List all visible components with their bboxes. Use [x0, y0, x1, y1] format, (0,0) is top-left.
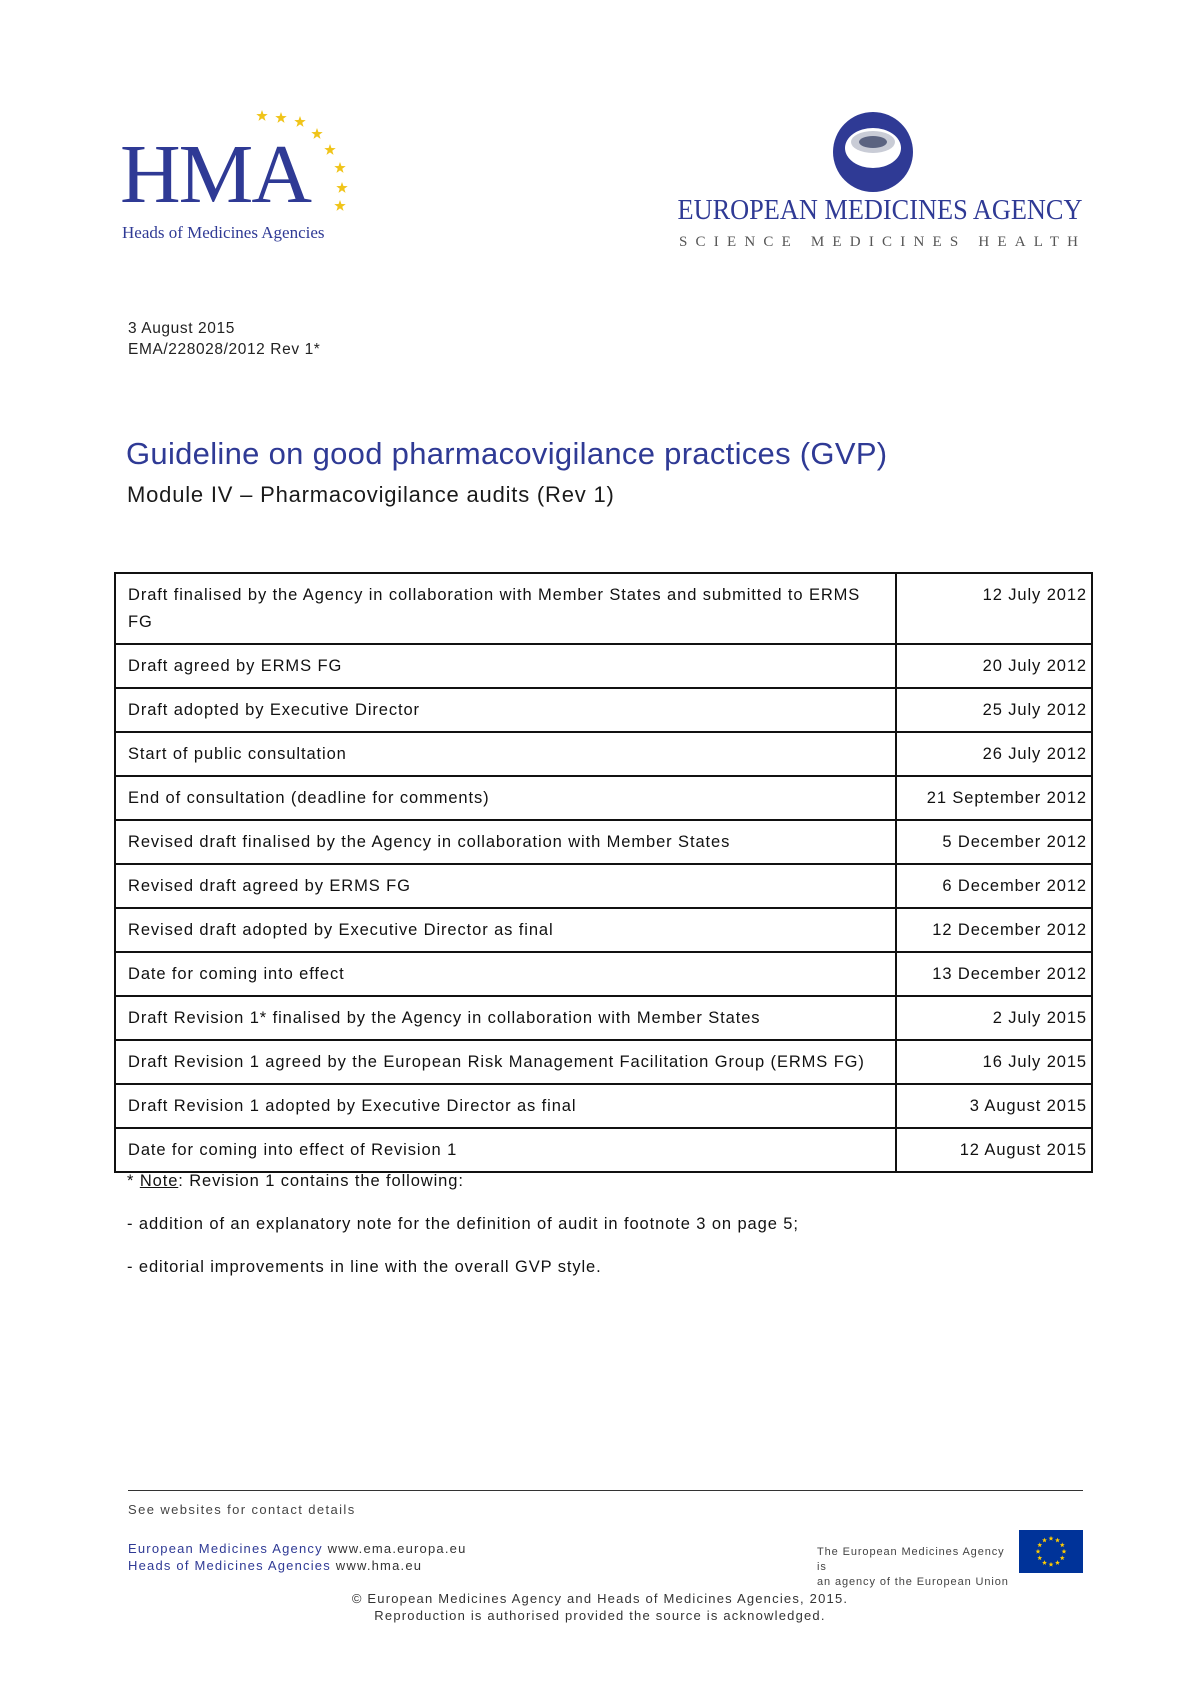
history-date [896, 776, 1092, 820]
history-date [896, 1040, 1092, 1084]
table-row [115, 952, 1092, 996]
hma-tagline: Heads of Medicines Agencies [122, 223, 325, 242]
history-event: End of consultation (deadline for comments) [115, 776, 896, 820]
page-subtitle: Module IV – Pharmacovigilance audits (Rev 1) [127, 482, 615, 507]
history-event: Revised draft adopted by Executive Director as final [115, 908, 896, 952]
history-date-value: 21 September 2012 [926, 789, 1087, 807]
table-row [115, 908, 1092, 952]
table-row [115, 1084, 1092, 1128]
footer-contact: See websites for contact details [128, 1502, 356, 1517]
history-date [896, 996, 1092, 1040]
table-row [115, 864, 1092, 908]
footer-divider [128, 1490, 1083, 1491]
history-date [896, 1084, 1092, 1128]
history-date-value: 12 August 2015 [959, 1141, 1087, 1159]
revision-notes [127, 1170, 799, 1299]
hma-website-link[interactable]: www.hma.eu [335, 1558, 423, 1573]
history-event: Revised draft finalised by the Agency in collaboration with Member States [115, 820, 896, 864]
table-row [115, 732, 1092, 776]
note-item: - editorial improvements in line with the overall GVP style. [127, 1258, 602, 1276]
history-event: Draft Revision 1 adopted by Executive Director as final [115, 1084, 896, 1128]
eu-flag-icon [1019, 1530, 1083, 1573]
ema-emblem-icon [833, 112, 913, 192]
history-date-value: 16 July 2015 [982, 1053, 1087, 1071]
footer-copyright [0, 1590, 1200, 1624]
history-event: Draft adopted by Executive Director [115, 688, 896, 732]
ema-org-name: European Medicines Agency [128, 1541, 323, 1556]
history-date-value: 2 July 2015 [992, 1009, 1087, 1027]
document-reference: EMA/228028/2012 Rev 1* [128, 341, 321, 358]
eu-statement-line: The European Medicines Agency is [817, 1546, 1005, 1573]
history-date-value: 13 December 2012 [932, 965, 1087, 983]
history-event: Date for coming into effect [115, 952, 896, 996]
ema-logo [670, 112, 1090, 262]
history-date [896, 908, 1092, 952]
history-date [896, 1128, 1092, 1172]
document-history-table [114, 572, 1093, 1173]
history-date [896, 732, 1092, 776]
note-label: Note [139, 1172, 179, 1190]
history-event: Draft agreed by ERMS FG [115, 644, 896, 688]
history-date-value: 12 July 2012 [982, 586, 1087, 604]
note-item: - addition of an explanatory note for the definition of audit in footnote 3 on page 5; [127, 1215, 799, 1233]
history-date-value: 5 December 2012 [942, 833, 1087, 851]
history-date [896, 573, 1092, 644]
note-text: : Revision 1 contains the following: [178, 1172, 464, 1190]
note-heading [127, 1170, 799, 1193]
document-date: 3 August 2015 [128, 320, 235, 337]
hma-logo [120, 110, 390, 250]
hma-org-name: Heads of Medicines Agencies [128, 1558, 331, 1573]
history-event: Draft finalised by the Agency in collaboration with Member States and submitted to ERMS FG [115, 573, 896, 644]
table-row [115, 644, 1092, 688]
footer-links [128, 1540, 467, 1574]
ema-website-link[interactable]: www.ema.europa.eu [327, 1541, 467, 1556]
ema-name: EUROPEAN MEDICINES AGENCY [677, 195, 1083, 226]
note-asterisk: * [127, 1172, 135, 1190]
document-meta [128, 318, 320, 360]
history-date [896, 644, 1092, 688]
table-row [115, 1040, 1092, 1084]
history-date-value: 25 July 2012 [982, 701, 1087, 719]
ema-tagline: SCIENCE MEDICINES HEALTH [679, 234, 1087, 250]
table-row [115, 996, 1092, 1040]
history-date-value: 3 August 2015 [969, 1097, 1087, 1115]
history-event: Revised draft agreed by ERMS FG [115, 864, 896, 908]
table-row [115, 1128, 1092, 1172]
history-date [896, 952, 1092, 996]
reproduction-line: Reproduction is authorised provided the source is acknowledged. [374, 1608, 826, 1623]
history-event: Draft Revision 1 agreed by the European Risk Management Facilitation Group (ERMS FG) [115, 1040, 896, 1084]
history-event: Start of public consultation [115, 732, 896, 776]
history-date [896, 688, 1092, 732]
page-title: Guideline on good pharmacovigilance practices (GVP) [126, 436, 888, 471]
history-date-value: 26 July 2012 [982, 745, 1087, 763]
table-row [115, 573, 1092, 644]
table-row [115, 688, 1092, 732]
table-row [115, 776, 1092, 820]
history-date-value: 12 December 2012 [932, 921, 1087, 939]
copyright-line: © European Medicines Agency and Heads of Medicines Agencies, 2015. [351, 1591, 849, 1606]
history-event: Date for coming into effect of Revision 1 [115, 1128, 896, 1172]
history-date-value: 20 July 2012 [982, 657, 1087, 675]
history-event: Draft Revision 1* finalised by the Agency in collaboration with Member States [115, 996, 896, 1040]
hma-wordmark: HMA [120, 128, 311, 221]
history-date [896, 864, 1092, 908]
history-date-value: 6 December 2012 [942, 877, 1087, 895]
eu-statement-line: an agency of the European Union [817, 1576, 1009, 1588]
eu-agency-statement [817, 1545, 1012, 1590]
history-date [896, 820, 1092, 864]
table-row [115, 820, 1092, 864]
